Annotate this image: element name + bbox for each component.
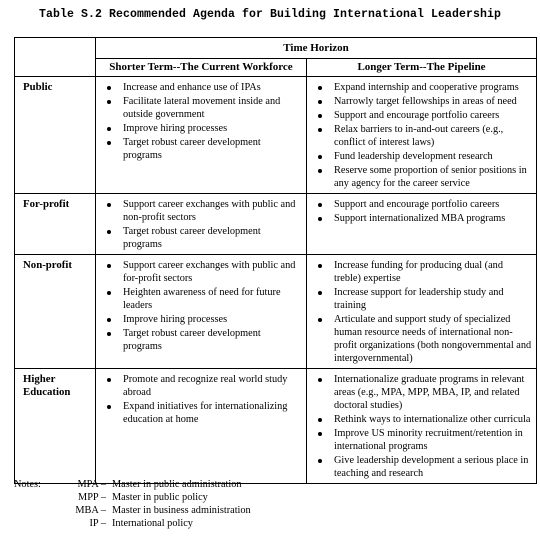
list-item-text: Promote and recognize real world study abroad bbox=[123, 374, 288, 398]
list-item-text: Improve hiring processes bbox=[123, 314, 228, 325]
list-item-text: Give leadership development a serious place in teaching and research bbox=[334, 455, 529, 479]
bullet-icon bbox=[318, 155, 322, 159]
notes-label: Notes: bbox=[14, 479, 41, 490]
note-abbreviation: MBA – bbox=[75, 505, 106, 516]
time-horizon-row bbox=[15, 38, 537, 59]
list-item-text: Support and encourage portfolio careers bbox=[334, 110, 500, 121]
table-row bbox=[15, 255, 537, 369]
list-item-text: Improve US minority recruitment/retention in international programs bbox=[334, 428, 523, 452]
list-item bbox=[307, 259, 532, 285]
note-row bbox=[14, 517, 414, 530]
longer-term-cell bbox=[307, 194, 537, 255]
longer-term-cell bbox=[307, 77, 537, 194]
bullet-icon bbox=[318, 86, 322, 90]
bullet-icon bbox=[318, 432, 322, 436]
shorter-term-cell bbox=[96, 194, 307, 255]
list-item bbox=[96, 81, 302, 94]
list-item bbox=[307, 123, 532, 149]
table-row bbox=[15, 77, 537, 194]
list-item bbox=[307, 454, 532, 480]
list-item bbox=[96, 198, 302, 224]
note-row bbox=[14, 478, 414, 491]
notes-label bbox=[14, 517, 54, 530]
list-item bbox=[307, 286, 532, 312]
longer-term-header: Longer Term--The Pipeline bbox=[307, 59, 537, 77]
note-text: Master in business administration bbox=[112, 505, 251, 516]
list-item bbox=[307, 164, 532, 190]
list-item bbox=[307, 109, 532, 122]
row-label: Non-profit bbox=[15, 255, 96, 369]
list-item bbox=[307, 413, 532, 426]
note-abbreviation: MPP – bbox=[78, 492, 106, 503]
list-item bbox=[307, 373, 532, 412]
bullet-icon bbox=[318, 378, 322, 382]
notes-label bbox=[14, 504, 54, 517]
note-text: International policy bbox=[112, 518, 193, 529]
bullet-icon bbox=[107, 230, 111, 234]
shorter-term-cell bbox=[96, 369, 307, 484]
list-item-text: Support and encourage portfolio careers bbox=[334, 199, 500, 210]
list-item bbox=[96, 259, 302, 285]
shorter-term-header: Shorter Term--The Current Workforce bbox=[96, 59, 307, 77]
list-item-text: Increase support for leadership study and training bbox=[334, 287, 504, 311]
list-item bbox=[96, 313, 302, 326]
bullet-icon bbox=[318, 169, 322, 173]
list-item bbox=[307, 212, 532, 225]
note-abbreviation: MPA – bbox=[77, 479, 106, 490]
row-label: For-profit bbox=[15, 194, 96, 255]
list-item bbox=[307, 150, 532, 163]
list-item-text: Support career exchanges with public and for-profit sectors bbox=[123, 260, 296, 284]
bullet-icon bbox=[318, 100, 322, 104]
notes bbox=[14, 478, 414, 530]
bullet-icon bbox=[107, 203, 111, 207]
list-item-text: Expand internship and cooperative programs bbox=[334, 82, 519, 93]
bullet-icon bbox=[107, 332, 111, 336]
list-item-text: Internationalize graduate programs in relevant areas (e.g., MPA, MPP, MBA, IP, and related doctoral studies) bbox=[334, 374, 525, 411]
agenda-table bbox=[14, 37, 537, 484]
list-item-text: Heighten awareness of need for future leaders bbox=[123, 287, 281, 311]
row-label: Higher Education bbox=[15, 369, 96, 484]
table-row bbox=[15, 369, 537, 484]
list-item bbox=[96, 286, 302, 312]
list-item bbox=[307, 198, 532, 211]
bullet-icon bbox=[107, 405, 111, 409]
list-item-text: Target robust career development programs bbox=[123, 226, 261, 250]
bullet-icon bbox=[107, 86, 111, 90]
list-item-text: Support career exchanges with public and non-profit sectors bbox=[123, 199, 296, 223]
note-abbreviation: IP – bbox=[89, 518, 106, 529]
list-item-text: Reserve some proportion of senior positions in any agency for the career service bbox=[334, 165, 527, 189]
note-row bbox=[14, 491, 414, 504]
list-item bbox=[96, 225, 302, 251]
list-item-text: Target robust career development programs bbox=[123, 137, 261, 161]
list-item bbox=[96, 122, 302, 135]
bullet-icon bbox=[318, 291, 322, 295]
list-item-text: Facilitate lateral movement inside and outside government bbox=[123, 96, 281, 120]
note-row bbox=[14, 504, 414, 517]
bullet-icon bbox=[107, 378, 111, 382]
note-text: Master in public administration bbox=[112, 479, 242, 490]
shorter-term-cell bbox=[96, 77, 307, 194]
list-item bbox=[307, 427, 532, 453]
list-item-text: Narrowly target fellowships in areas of need bbox=[334, 96, 517, 107]
longer-term-cell bbox=[307, 369, 537, 484]
notes-label bbox=[14, 491, 54, 504]
list-item-text: Expand initiatives for internationalizing education at home bbox=[123, 401, 288, 425]
shorter-term-cell bbox=[96, 255, 307, 369]
bullet-icon bbox=[318, 217, 322, 221]
note-text: Master in public policy bbox=[112, 492, 208, 503]
row-label: Public bbox=[15, 77, 96, 194]
table-title: Table S.2 Recommended Agenda for Building International Leadership bbox=[38, 8, 502, 21]
bullet-icon bbox=[107, 318, 111, 322]
bullet-icon bbox=[107, 100, 111, 104]
list-item-text: Improve hiring processes bbox=[123, 123, 228, 134]
bullet-icon bbox=[107, 291, 111, 295]
bullet-icon bbox=[318, 114, 322, 118]
bullet-icon bbox=[318, 459, 322, 463]
bullet-icon bbox=[107, 141, 111, 145]
list-item-text: Target robust career development programs bbox=[123, 328, 261, 352]
list-item bbox=[307, 81, 532, 94]
bullet-icon bbox=[318, 264, 322, 268]
longer-term-cell bbox=[307, 255, 537, 369]
list-item-text: Increase and enhance use of IPAs bbox=[123, 82, 261, 93]
bullet-icon bbox=[318, 418, 322, 422]
list-item-text: Rethink ways to internationalize other curricula bbox=[334, 414, 531, 425]
list-item-text: Increase funding for producing dual (and treble) expertise bbox=[334, 260, 503, 284]
corner-cell bbox=[15, 38, 96, 77]
list-item bbox=[96, 95, 302, 121]
list-item-text: Relax barriers to in-and-out careers (e.g., conflict of interest laws) bbox=[334, 124, 504, 148]
list-item bbox=[307, 95, 532, 108]
bullet-icon bbox=[318, 128, 322, 132]
list-item-text: Articulate and support study of specialized human resource needs of international non-profit organizations (both nongovernmental and intergovernmental) bbox=[334, 314, 532, 364]
bullet-icon bbox=[107, 127, 111, 131]
table-row bbox=[15, 194, 537, 255]
list-item-text: Fund leadership development research bbox=[334, 151, 493, 162]
list-item bbox=[96, 136, 302, 162]
list-item bbox=[96, 327, 302, 353]
list-item bbox=[307, 313, 532, 365]
list-item bbox=[96, 400, 302, 426]
time-horizon-header: Time Horizon bbox=[96, 38, 537, 59]
bullet-icon bbox=[107, 264, 111, 268]
bullet-icon bbox=[318, 318, 322, 322]
bullet-icon bbox=[318, 203, 322, 207]
list-item bbox=[96, 373, 302, 399]
list-item-text: Support internationalized MBA programs bbox=[334, 213, 506, 224]
